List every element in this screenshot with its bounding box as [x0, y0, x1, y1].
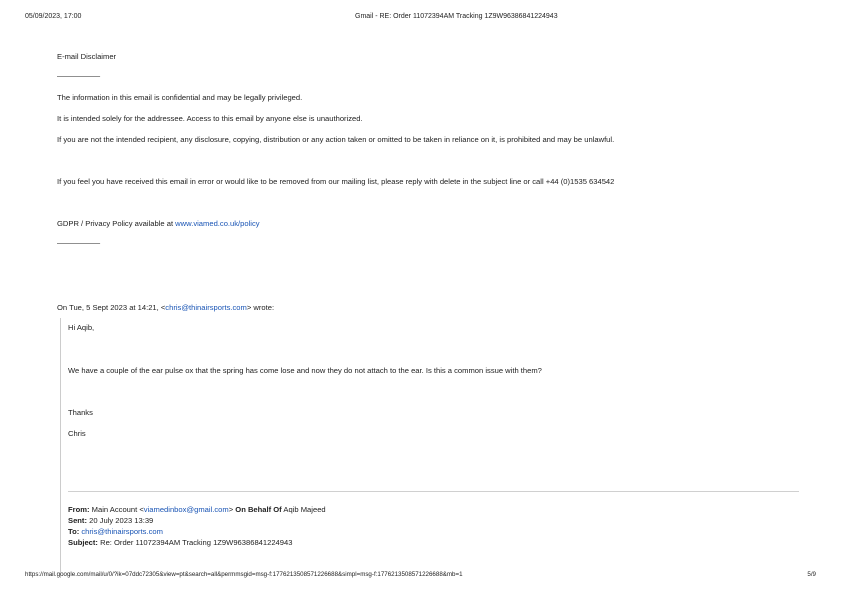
print-datetime: 05/09/2023, 17:00 — [25, 13, 82, 20]
behalf-label: On Behalf Of — [235, 505, 282, 514]
quote-intro-suffix: > wrote: — [246, 303, 275, 312]
from-name: Main Account < — [91, 505, 144, 514]
gdpr-line — [57, 219, 260, 228]
to-label: To: — [68, 527, 80, 536]
forward-subject — [68, 538, 292, 547]
quoted-thanks: Thanks — [68, 408, 93, 417]
forward-sent — [68, 516, 153, 525]
forward-from — [68, 505, 326, 514]
quoted-signature: Chris — [68, 429, 86, 438]
disclaimer-paragraph-4: If you feel you have received this email in error or would like to be removed from our mailing list, please reply with delete in the subject line or call +44 (0)1535 634542 — [57, 177, 615, 186]
quoted-greeting: Hi Aqib, — [68, 323, 95, 332]
print-url: https://mail.google.com/mail/u/0/?ik=07ddc72305&view=pt&search=all&permmsgid=msg-f:1776213508571226688&simpl=msg-f:1776213508571226688&mb=1 — [25, 571, 463, 578]
from-email-link[interactable]: viamedinbox@gmail.com — [143, 505, 229, 514]
page-number: 5/9 — [807, 571, 816, 578]
from-label: From: — [68, 505, 90, 514]
quote-intro-prefix: On Tue, 5 Sept 2023 at 14:21, < — [57, 303, 166, 312]
subject-label: Subject: — [68, 538, 98, 547]
to-email-link[interactable]: chris@thinairsports.com — [81, 527, 163, 536]
disclaimer-rule-2: —————— — [57, 238, 100, 247]
from-close: > — [228, 505, 234, 514]
quote-intro — [57, 303, 274, 312]
subject-value: Re: Order 11072394AM Tracking 1Z9W96386841224943 — [100, 538, 293, 547]
gdpr-prefix: GDPR / Privacy Policy available at — [57, 219, 176, 228]
quoted-body: We have a couple of the ear pulse ox that the spring has come lose and now they do not attach to the ear. Is this a common issue with them? — [68, 366, 542, 375]
sent-value: 20 July 2023 13:39 — [89, 516, 154, 525]
sent-label: Sent: — [68, 516, 87, 525]
policy-link[interactable]: www.viamed.co.uk/policy — [175, 219, 260, 228]
disclaimer-paragraph-3: If you are not the intended recipient, any disclosure, copying, distribution or any action taken or omitted to be taken in reliance on it, is prohibited and may be unlawful. — [57, 135, 615, 144]
disclaimer-heading: E-mail Disclaimer — [57, 52, 117, 61]
disclaimer-rule: —————— — [57, 71, 100, 80]
behalf-name: Aqib Majeed — [283, 505, 326, 514]
sender-email-link[interactable]: chris@thinairsports.com — [165, 303, 247, 312]
print-title: Gmail - RE: Order 11072394AM Tracking 1Z9W96386841224943 — [355, 13, 558, 20]
forward-divider — [68, 491, 799, 492]
quoted-message — [60, 318, 801, 578]
forward-to — [68, 527, 163, 536]
disclaimer-paragraph-1: The information in this email is confidential and may be legally privileged. — [57, 93, 303, 102]
disclaimer-paragraph-2: It is intended solely for the addressee. Access to this email by anyone else is unauthorized. — [57, 114, 363, 123]
